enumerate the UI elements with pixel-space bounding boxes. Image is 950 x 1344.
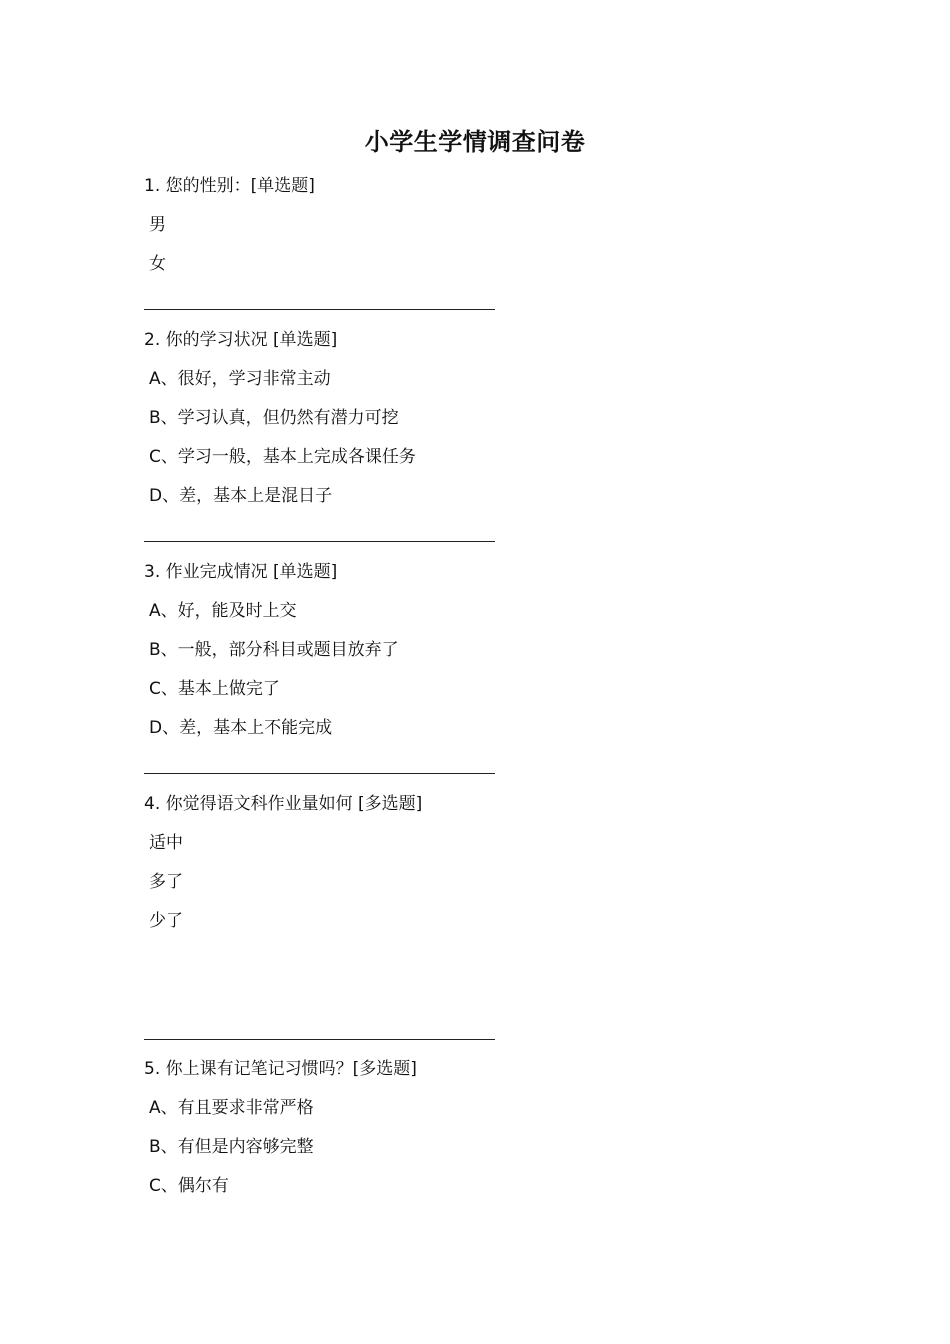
- question-5-option-c: C、偶尔有: [149, 1176, 229, 1196]
- question-3-title: 3. 作业完成情况 [单选题]: [144, 562, 338, 582]
- divider: [144, 309, 495, 310]
- question-2-title: 2. 你的学习状况 [单选题]: [144, 330, 338, 350]
- question-1-title: 1. 您的性别：[单选题]: [144, 176, 315, 196]
- question-5-option-a: A、有且要求非常严格: [149, 1098, 314, 1118]
- question-2-option-d: D、差，基本上是混日子: [149, 486, 333, 506]
- question-2-option-c: C、学习一般，基本上完成各课任务: [149, 447, 416, 467]
- question-5-option-b: B、有但是内容够完整: [149, 1137, 314, 1157]
- question-3-option-b: B、一般，部分科目或题目放弃了: [149, 640, 399, 660]
- question-3-option-d: D、差，基本上不能完成: [149, 718, 333, 738]
- divider: [144, 773, 495, 774]
- question-2-option-b: B、学习认真，但仍然有潜力可挖: [149, 408, 399, 428]
- question-4-option-2: 多了: [149, 872, 183, 892]
- page-title: 小学生学情调查问卷: [364, 128, 586, 156]
- divider: [144, 541, 495, 542]
- question-1-option-2: 女: [149, 254, 166, 274]
- question-3-option-a: A、好，能及时上交: [149, 601, 297, 621]
- question-2-option-a: A、很好，学习非常主动: [149, 369, 331, 389]
- question-4-title: 4. 你觉得语文科作业量如何 [多选题]: [144, 794, 423, 814]
- divider: [144, 1039, 495, 1040]
- question-1-option-1: 男: [149, 215, 166, 235]
- question-3-option-c: C、基本上做完了: [149, 679, 280, 699]
- question-4-option-3: 少了: [149, 911, 183, 931]
- question-4-option-1: 适中: [149, 833, 183, 853]
- question-5-title: 5. 你上课有记笔记习惯吗？[多选题]: [144, 1059, 417, 1079]
